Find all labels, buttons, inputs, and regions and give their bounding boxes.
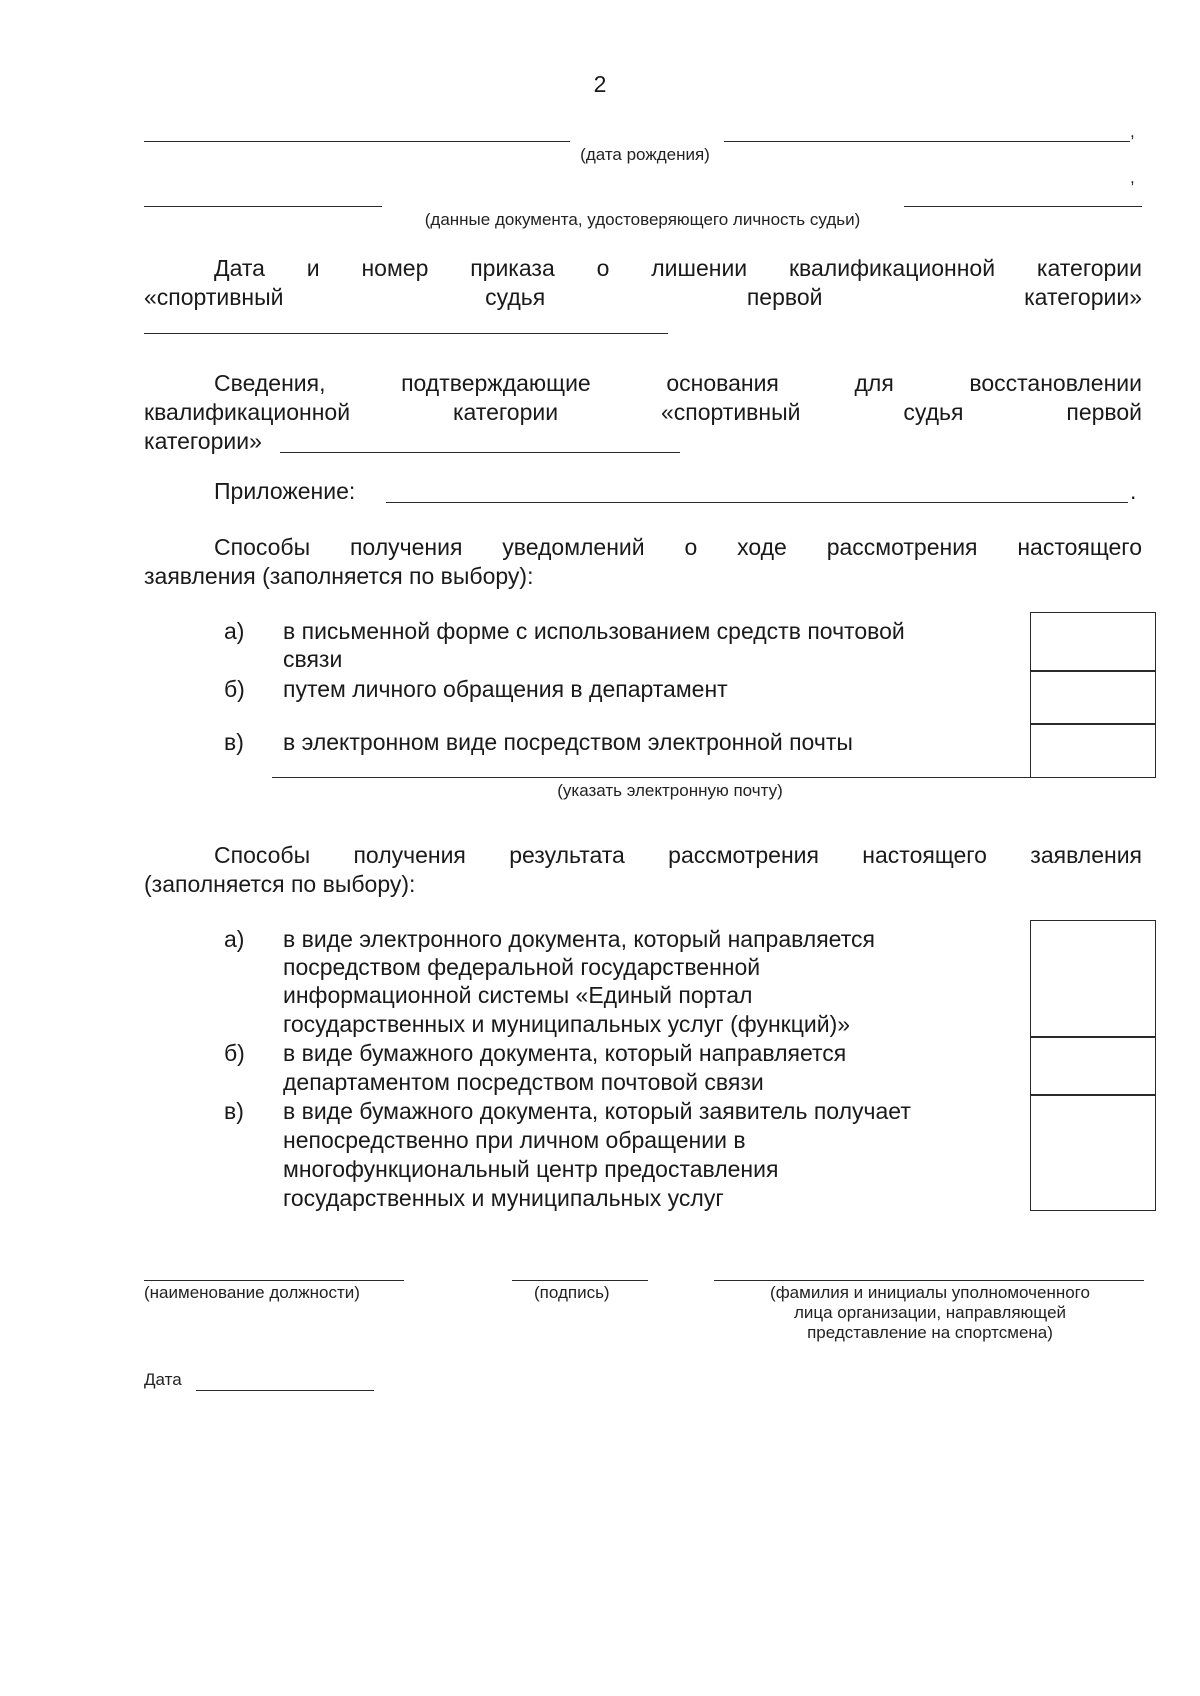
result-item-text: в виде бумажного документа, который заявитель получает (283, 1098, 911, 1124)
date-field-line (196, 1390, 374, 1391)
full-name-caption (720, 1283, 1140, 1343)
attachment-end: . (1130, 478, 1137, 504)
checkbox-notify-personal[interactable] (1030, 670, 1156, 725)
position-field-line (144, 1280, 404, 1281)
notification-item-text: путем личного обращения в департамент (283, 676, 728, 702)
checkbox-result-mfc[interactable] (1030, 1094, 1156, 1211)
results-intro-line1: Способы получения результата рассмотрения настоящего заявления (214, 842, 1142, 868)
result-item-text: государственных и муниципальных услуг (функций)» (283, 1011, 851, 1037)
email-field-line (272, 777, 1030, 778)
result-item-letter: б) (224, 1040, 245, 1066)
full-name-field-line (714, 1280, 1144, 1281)
notification-item-letter: а) (224, 618, 245, 644)
result-item-text: департаментом посредством почтовой связи (283, 1069, 764, 1095)
birth-field-line (724, 141, 1130, 142)
result-item-text: информационной системы «Единый портал (283, 982, 753, 1008)
full-name-caption-line1: (фамилия и инициалы уполномоченного (770, 1283, 1090, 1302)
result-item-text: непосредственно при личном обращении в (283, 1127, 746, 1153)
result-item-letter: а) (224, 926, 245, 952)
full-name-caption-line3: представление на спортсмена) (807, 1323, 1053, 1342)
evidence-paragraph-line3: категории» (144, 428, 262, 454)
attachment-label: Приложение: (214, 478, 356, 504)
result-item-text: многофункциональный центр предоставления (283, 1156, 779, 1182)
notifications-intro-line2: заявления (заполняется по выбору): (144, 563, 534, 589)
full-name-caption-line2: лица организации, направляющей (793, 1303, 1067, 1322)
order-field-line (144, 333, 668, 334)
results-intro-line2: (заполняется по выбору): (144, 871, 416, 897)
result-item-text: в виде бумажного документа, который направляется (283, 1040, 847, 1066)
result-item-letter: в) (224, 1098, 244, 1124)
id-field-line-right (904, 206, 1142, 207)
date-label: Дата (144, 1370, 182, 1389)
checkbox-result-electronic[interactable] (1030, 920, 1156, 1038)
evidence-paragraph-line1: Сведения, подтверждающие основания для восстановлении (214, 370, 1142, 396)
order-paragraph-line1: Дата и номер приказа о лишении квалификационной категории (214, 255, 1142, 281)
email-caption: (указать электронную почту) (557, 781, 783, 800)
result-item-text: посредством федеральной государственной (283, 954, 761, 980)
notification-item-text: связи (283, 646, 343, 672)
signature-caption: (подпись) (534, 1283, 610, 1302)
birth-date-caption: (дата рождения) (580, 145, 710, 164)
notification-item-letter: в) (224, 729, 244, 755)
notification-item-text: в электронном виде посредством электронной почты (283, 729, 853, 755)
signature-field-line (512, 1280, 648, 1281)
position-caption: (наименование должности) (144, 1283, 360, 1302)
notification-item-letter: б) (224, 676, 245, 702)
result-item-text: государственных и муниципальных услуг (283, 1185, 724, 1211)
id-field-line-left (144, 206, 382, 207)
order-paragraph-line2: «спортивный судья первой категории» (144, 284, 1142, 310)
id-document-caption: (данные документа, удостоверяющего личность судьи) (424, 210, 861, 229)
checkbox-notify-post[interactable] (1030, 612, 1156, 672)
checkbox-result-post[interactable] (1030, 1036, 1156, 1096)
notification-item-text: в письменной форме с использованием средств почтовой (283, 618, 905, 644)
notifications-intro-line1: Способы получения уведомлений о ходе рассмотрения настоящего (214, 534, 1142, 560)
checkbox-notify-email[interactable] (1030, 723, 1156, 778)
attachment-field-line (386, 502, 1128, 503)
result-item-text: в виде электронного документа, который направляется (283, 926, 875, 952)
evidence-paragraph-line2: квалификационной категории «спортивный судья первой (144, 399, 1142, 425)
comma: , (1130, 122, 1135, 141)
evidence-field-line (280, 452, 680, 453)
comma: , (1130, 168, 1135, 187)
page-number: 2 (593, 71, 607, 97)
name-field-line (144, 141, 570, 142)
